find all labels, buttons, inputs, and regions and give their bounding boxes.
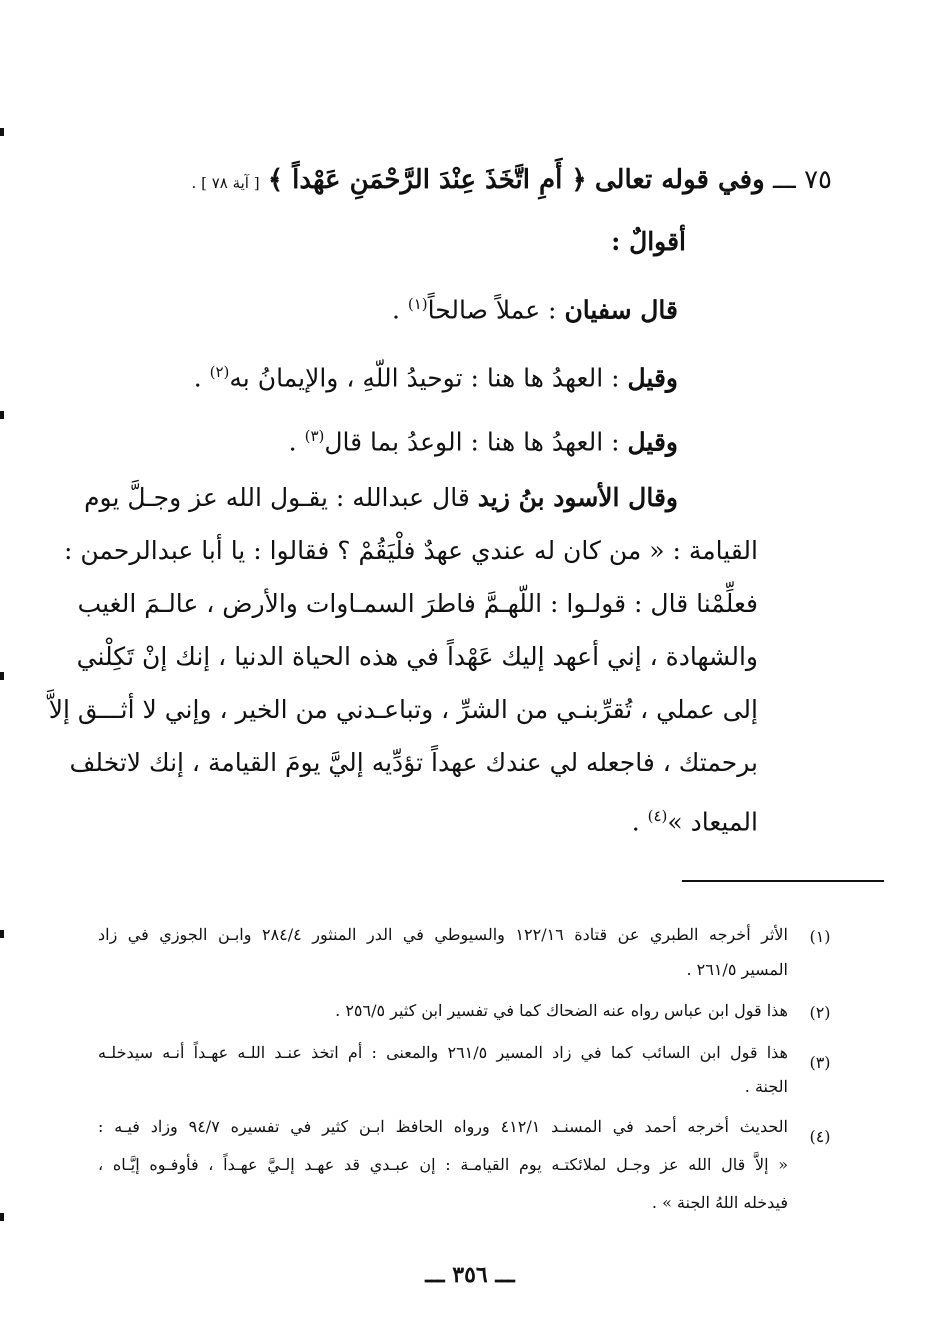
footnote-line: المسير ٢٦١/٥ . [686,960,788,979]
margin-mark [0,672,4,680]
footnote-line: الجنة . [744,1077,788,1096]
aqwal-label: أقوالٌ : [611,227,686,256]
narrator: وقال الأسود بنُ زيد [477,483,678,512]
footnote-number: (٢) [809,1003,831,1022]
saying-speaker: قال سفيان [564,295,678,325]
footnote-separator [682,880,884,882]
footnote-line: هذا قول ابن عباس رواه عنه الضحاك كما في تفسير ابن كثير ٢٥٦/٥ . [335,1001,788,1020]
footnote-line: الحديث أخرجه أحمد في المسنـد ٤١٢/١ ورواه الحافظ ابـن كثير في تفسيره ٩٤/٧ وزاد فيـه : [98,1117,788,1136]
saying-speaker: وقيل [627,427,678,457]
hadith-line: القيامة : « من كان له عندي عهدٌ فلْيَقُمْ ؟ فقالوا : يا أبا عبدالرحمن : [64,536,758,565]
heading-lead: وفي قوله تعالى [594,165,765,195]
footnote-line: فيدخله اللهُ الجنة » . [651,1193,788,1212]
footnote-ref: (٣) [304,427,325,445]
hadith-line: وقال الأسود بنُ زيد قال عبدالله : يقـول الله عز وجـلَّ يوم [84,483,678,512]
footnote-line: الأثر أخرجه الطبري عن قتادة ١٢٢/١٦ والسيوطي في الدر المنثور ٢٨٤/٤ وابـن الجوزي في زاد [98,925,788,944]
saying-text: : العهدُ ها هنا : الوعدُ بما قال [324,427,620,457]
footnote-number: (٣) [809,1053,831,1072]
saying-3: وقيل : العهدُ ها هنا : الوعدُ بما قال$^{(٣)}$ . [288,427,678,457]
margin-mark [0,128,4,136]
margin-mark [0,411,4,419]
margin-mark [0,1213,4,1221]
hadith-line: إلى عملي ، تُقرِّبنـي من الشرِّ ، وتباعـدني من الخير ، وإني لا أثـــق إلاَّ [48,695,758,724]
hadith-line: والشهادة ، إني أعهد إليك عَهْداً في هذه الحياة الدنيا ، إنك إنْ تَكِلْني [76,642,758,671]
saying-text: : العهدُ ها هنا : توحيدُ اللّهِ ، والإيمانُ به [229,363,620,393]
saying-text: : عملاً صالحاً [427,295,557,325]
verse-reference: [ آية ٧٨ ] . [191,174,260,192]
saying-1: قال سفيان : عملاً صالحاً$^{(١)}$ . [391,295,678,325]
footnote-ref: (٤) [647,807,668,825]
hadith-last-line: الميعاد »$^{(٤)}$ . [631,807,758,837]
entry-number: ٧٥ ـــ [772,165,832,195]
footnote-ref: (٢) [209,363,230,381]
hadith-line: برحمتك ، فاجعله لي عندك عهداً تؤدِّيه إليَّ يومَ القيامة ، إنك لاتخلف [69,748,758,777]
margin-mark [0,930,4,938]
entry-heading [192,160,832,203]
footnote-number: (١) [809,927,831,946]
saying-2: وقيل : العهدُ ها هنا : توحيدُ اللّهِ ، والإيمانُ به$^{(٢)}$ . [193,363,678,393]
footnote-ref: (١) [407,295,428,313]
footnote-line: « إلاَّ قال الله عز وجـل لملائكتـه يوم القيامـة : إن عبـدي قد عهـد إلـيَّ عهـداً ، فأوفـوه إيَّـاه ، [98,1155,789,1174]
hadith-line: فعلِّمْنا قال : قولـوا : اللّهـمَّ فاطرَ السمـاوات والأرض ، عالـمَ الغيب [77,589,758,618]
page-number: ـــ ٣٥٦ ـــ [425,1262,515,1288]
saying-speaker: وقيل [627,363,678,393]
footnote-line: هذا قول ابن السائب كما في زاد المسير ٢٦١/٥ والمعنى : أم اتخذ عنـد اللـه عهـداً أنـه سيدخلـه [98,1043,788,1062]
quran-verse: ﴿ أَمِ اتَّخَذَ عِنْدَ الرَّحْمَنِ عَهْداً ﴾ [267,165,587,195]
footnote-number: (٤) [809,1127,831,1146]
